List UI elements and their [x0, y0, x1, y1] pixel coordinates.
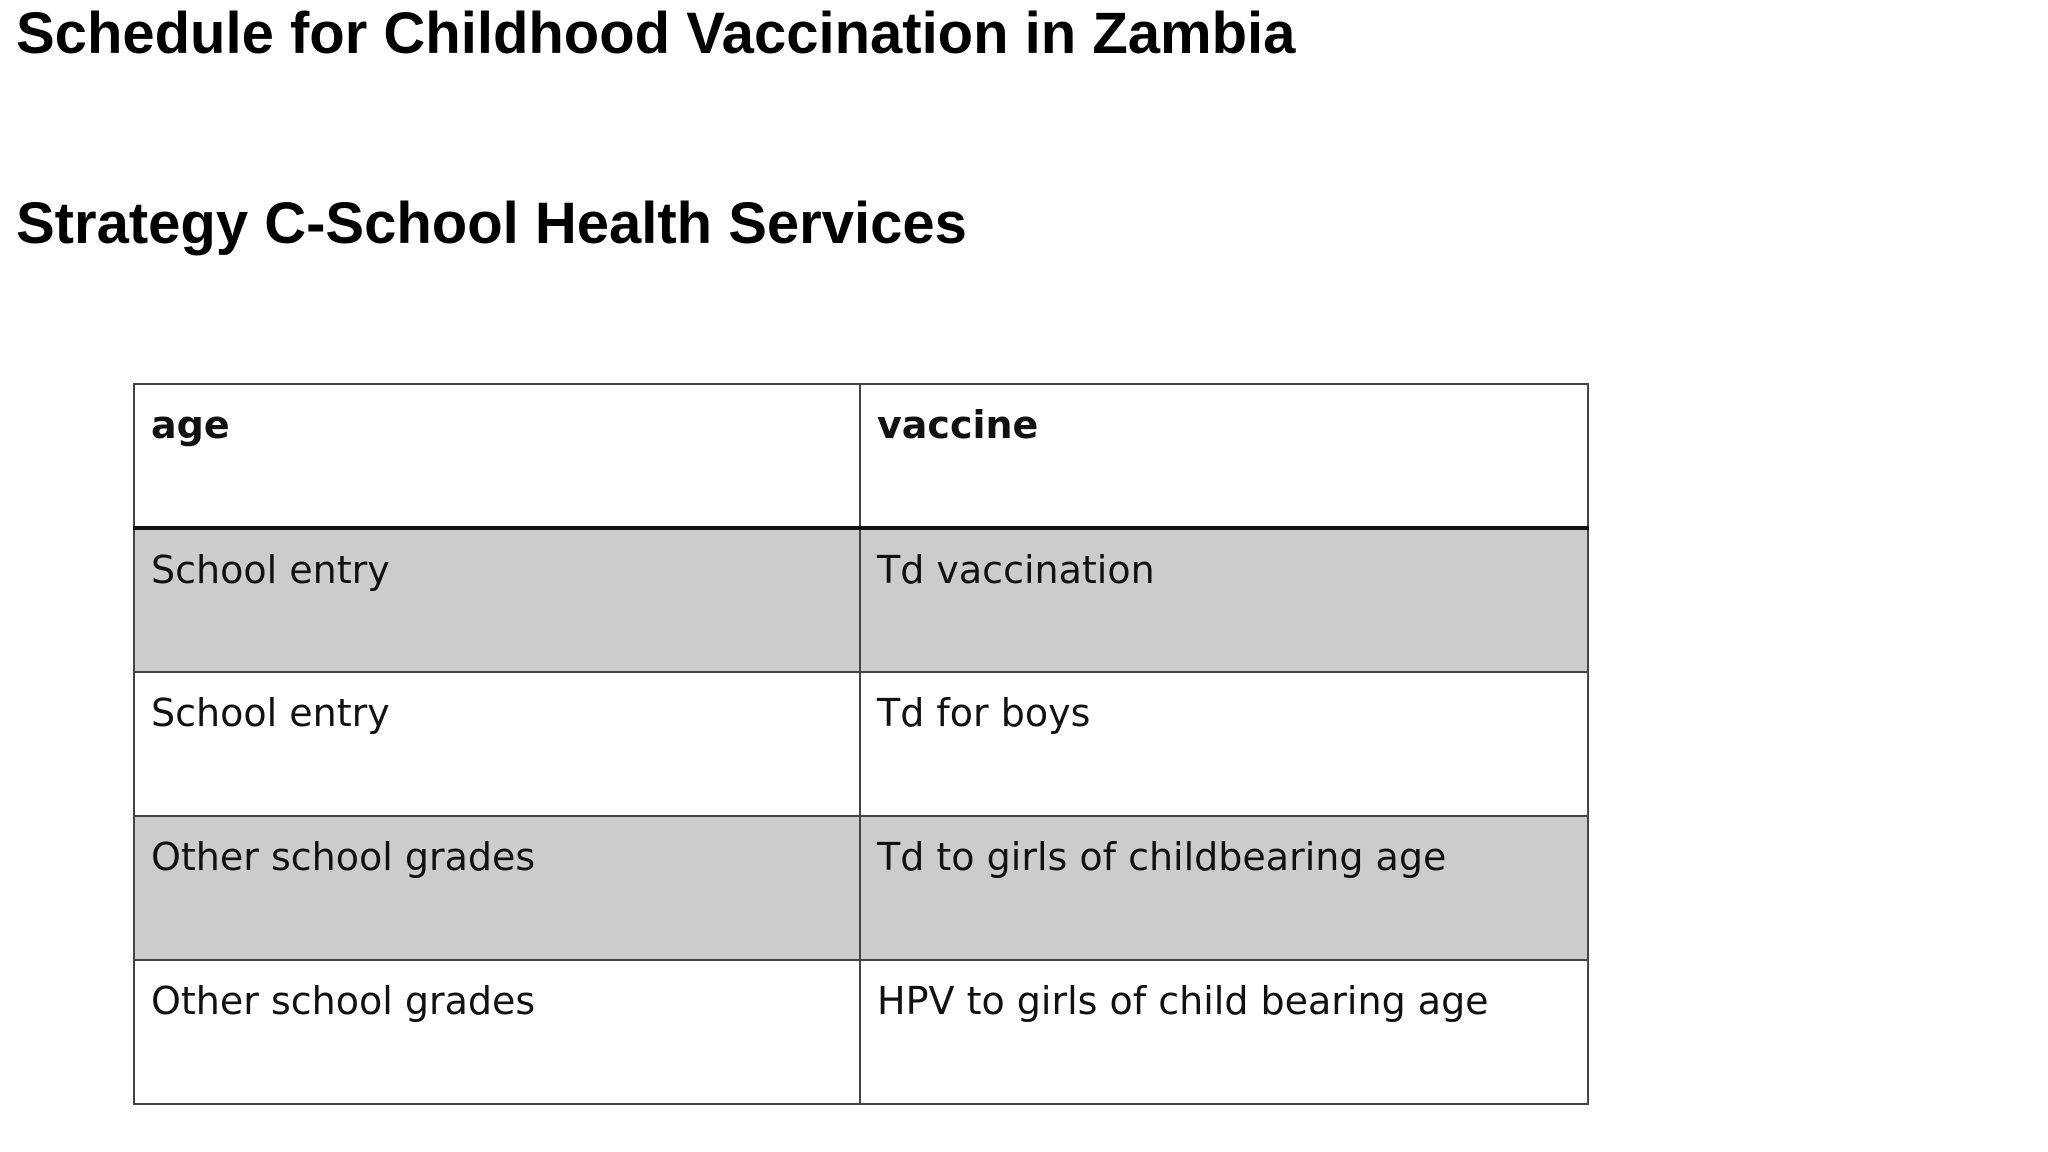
vaccine-cell: Td vaccination [860, 528, 1588, 672]
age-cell: School entry [134, 672, 860, 816]
table-row [134, 816, 1588, 960]
table-row [134, 960, 1588, 1104]
table-row [134, 672, 1588, 816]
vaccine-cell: HPV to girls of child bearing age [860, 960, 1588, 1104]
table-row [134, 528, 1588, 672]
table-header-row [134, 384, 1588, 528]
vaccine-cell: Td to girls of childbearing age [860, 816, 1588, 960]
vaccine-cell: Td for boys [860, 672, 1588, 816]
page-title: Schedule for Childhood Vaccination in Zambia [16, 1, 1296, 66]
column-header-age: age [134, 384, 860, 528]
age-cell: School entry [134, 528, 860, 672]
page-subtitle: Strategy C-School Health Services [16, 191, 967, 256]
age-cell: Other school grades [134, 960, 860, 1104]
age-cell: Other school grades [134, 816, 860, 960]
vaccination-schedule-table [133, 383, 1589, 1105]
column-header-vaccine: vaccine [860, 384, 1588, 528]
